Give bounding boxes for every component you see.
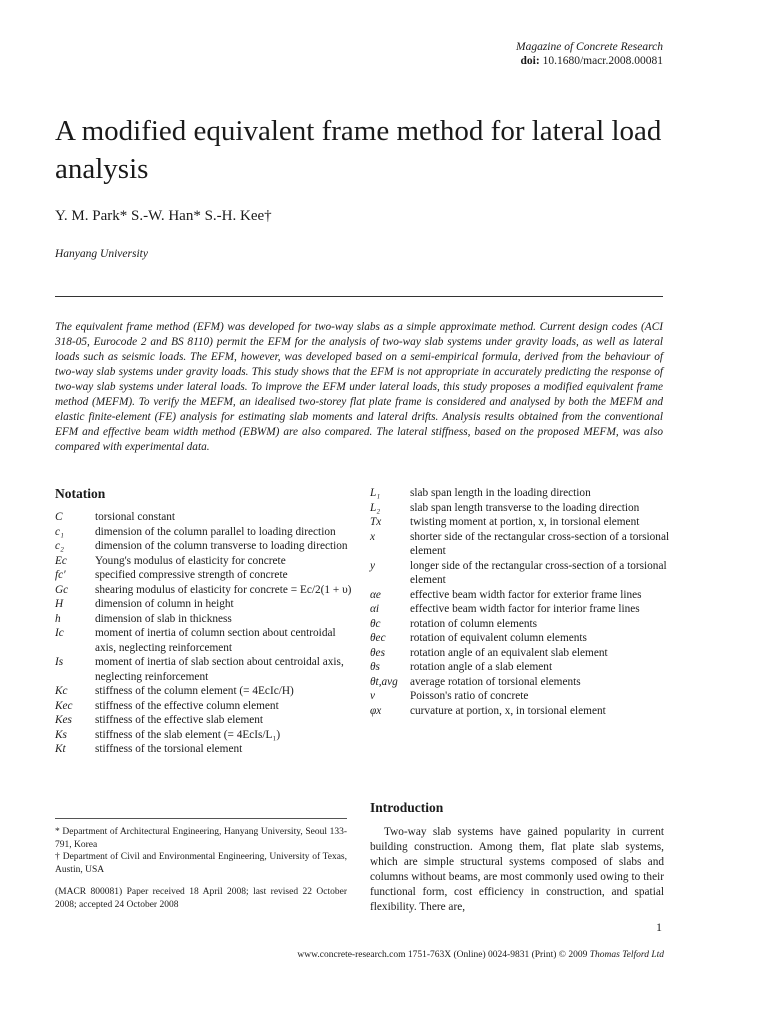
affiliation: Hanyang University [55, 248, 148, 260]
notation-definition: torsional constant [95, 511, 176, 523]
notation-row [370, 617, 670, 632]
doi-value[interactable]: 10.1680/macr.2008.00081 [542, 55, 663, 67]
notation-row [370, 660, 670, 675]
notation-definition: slab span length in the loading direction [410, 487, 591, 499]
notation-definition: stiffness of the torsional element [95, 743, 243, 755]
notation-symbol: Kec [55, 699, 73, 712]
notation-row [55, 539, 355, 554]
notation-row [370, 646, 670, 661]
notation-row [55, 554, 355, 569]
notation-row [55, 742, 355, 757]
notation-symbol: φx [370, 704, 382, 717]
notation-definition: slab span length transverse to the loading direction [410, 501, 640, 514]
notation-symbol: fc′ [55, 569, 66, 581]
notation-heading: Notation [55, 486, 106, 501]
doi-line [516, 54, 663, 68]
notation-symbol: Kc [55, 685, 68, 697]
notation-definition: shorter side of the rectangular cross-section of a torsional element [410, 530, 670, 557]
notation-definition: dimension of the column parallel to loading direction [95, 525, 336, 538]
notation-row [55, 583, 355, 598]
notation-row [55, 568, 355, 583]
notation-definition: Poisson's ratio of concrete [410, 690, 529, 702]
notation-definition: dimension of slab in thickness [95, 612, 232, 625]
notation-row [370, 704, 670, 719]
notation-definition: Young's modulus of elasticity for concrete [95, 554, 286, 567]
notation-row [370, 689, 670, 704]
notation-definition: rotation of column elements [410, 617, 538, 630]
notation-symbol: θc [370, 617, 381, 630]
notation-symbol: c₁ [55, 525, 64, 538]
notation-symbol: L₂ [370, 501, 381, 514]
notation-definition: effective beam width factor for exterior frame lines [410, 588, 642, 601]
article-title: A modified equivalent frame method for lateral load analysis [55, 115, 662, 185]
notation-definition: average rotation of torsional elements [410, 675, 581, 688]
notation-row [370, 501, 670, 516]
author-list: Y. M. Park* S.-W. Han* S.-H. Kee† [55, 208, 272, 224]
notation-definition: moment of inertia of column section about centroidal axis, neglecting reinforcement [95, 627, 336, 654]
notation-definition: specified compressive strength of concrete [95, 569, 288, 581]
footer-text[interactable]: www.concrete-research.com 1751-763X (Online) 0024-9831 (Print) © 2009 [297, 950, 588, 960]
notation-row [55, 655, 355, 684]
notation-symbol: c₂ [55, 540, 64, 552]
notation-row [370, 631, 670, 646]
footnote-divider [55, 818, 347, 819]
notation-symbol: Ks [55, 728, 67, 741]
notation-definition: stiffness of the slab element (= 4EcIs/L₁) [95, 728, 281, 741]
notation-row [55, 597, 355, 612]
footnote-received: (MACR 800081) Paper received 18 April 2008; last revised 22 October 2008; accepted 24 October 2008 [55, 887, 347, 910]
notation-definition: twisting moment at portion, x, in torsional element [410, 516, 640, 528]
notation-symbol: θec [370, 632, 386, 644]
notation-symbol: h [55, 612, 61, 625]
notation-symbol: αe [370, 588, 381, 601]
notation-symbol: Ic [55, 627, 64, 639]
journal-header [516, 40, 663, 68]
notation-definition: curvature at portion, x, in torsional element [410, 704, 606, 717]
notation-definition: dimension of column in height [95, 598, 234, 610]
notation-definition: moment of inertia of slab section about centroidal axis, neglecting reinforcement [95, 656, 344, 683]
notation-definition: shearing modulus of elasticity for concrete = Ec/2(1 + υ) [95, 583, 352, 596]
notation-row [55, 713, 355, 728]
notation-definition: stiffness of the effective column element [95, 699, 279, 712]
notation-row [55, 525, 355, 540]
notation-symbol: θt,avg [370, 675, 398, 688]
abstract: The equivalent frame method (EFM) was developed for two-way slabs as a simple approximate method. Current design codes (ACI 318-05, Eurocode 2 and BS 8110) permit the EFM for the analysis of two-way slab systems under gravity loads, as well as lateral loads such as seismic loads. The EFM, however, was developed based on a semi-empirical formula, derived from the behaviour of two-way slab systems under gravity loads. This study shows that the EFM is not appropriate in accurately predicting the response of two-way slab systems under lateral loads. To improve the EFM under lateral loads, this study proposes a modified equivalent frame method (MEFM). To verify the MEFM, an idealised two-storey flat plate frame is considered and analysed by both the MEFM and elastic finite-element (FE) analysis for estimating slab moments and lateral drifts. Analysis results obtained from the conventional EFM and effective beam width method (EBWM) are also compared. The lateral stiffness, based on the proposed MEFM, was also compared with experimental data. [55, 321, 663, 453]
introduction-heading: Introduction [370, 800, 444, 815]
introduction-text: Two-way slab systems have gained popularity in current building construction. Among them, flat plate slab systems, which are simple structural systems composed of slabs and columns without beams, are most commonly used owing to their functional form, cost efficiency in construction, and spatial flexibility. There are, [370, 826, 664, 913]
notation-symbol: C [55, 511, 63, 523]
notation-symbol: θs [370, 661, 380, 673]
notation-row [370, 588, 670, 603]
notation-definition: longer side of the rectangular cross-section of a torsional element [410, 559, 667, 586]
notation-symbol: y [370, 559, 376, 572]
notation-row [370, 602, 670, 617]
notation-symbol: x [370, 530, 376, 543]
notation-symbol: H [55, 598, 64, 610]
notation-symbol: L₁ [370, 487, 381, 499]
notation-definition: effective beam width factor for interior frame lines [410, 603, 640, 615]
footer-publisher: Thomas Telford Ltd [589, 950, 664, 960]
notation-symbol: Kes [55, 714, 72, 726]
notation-list-right [370, 486, 670, 718]
notation-definition: stiffness of the effective slab element [95, 714, 264, 726]
notation-symbol: Kt [55, 743, 66, 755]
notation-row [55, 612, 355, 627]
notation-row [55, 510, 355, 525]
notation-symbol: Ec [55, 554, 67, 567]
notation-definition: dimension of the column transverse to loading direction [95, 540, 348, 552]
notation-symbol: θes [370, 646, 385, 659]
journal-name: Magazine of Concrete Research [515, 41, 663, 53]
notation-row [55, 626, 355, 655]
notation-row [370, 515, 670, 530]
notation-row [55, 728, 355, 743]
notation-symbol: Gc [55, 583, 69, 596]
page-footer [297, 950, 664, 960]
notation-row [370, 675, 670, 690]
notation-definition: rotation angle of an equivalent slab element [410, 646, 608, 659]
footnote-affiliation-2: † Department of Civil and Environmental Engineering, University of Texas, Austin, USA [55, 852, 347, 875]
notation-list-left [55, 510, 355, 757]
footnote-affiliation-1: * Department of Architectural Engineering, Hanyang University, Seoul 133-791, Korea [55, 827, 347, 850]
header-divider [55, 296, 663, 297]
notation-row [370, 486, 670, 501]
notation-symbol: αi [370, 603, 380, 615]
notation-definition: rotation of equivalent column elements [410, 632, 587, 644]
notation-symbol: ν [370, 690, 376, 702]
notation-row [370, 559, 670, 588]
notation-row [55, 684, 355, 699]
page-number: 1 [656, 920, 662, 934]
notation-definition: rotation angle of a slab element [410, 661, 553, 673]
notation-symbol: Tx [370, 516, 382, 528]
notation-row [55, 699, 355, 714]
notation-symbol: Is [55, 656, 64, 668]
notation-row [370, 530, 670, 559]
notation-definition: stiffness of the column element (= 4EcIc/H) [95, 685, 294, 697]
doi-label: doi: [520, 55, 540, 67]
